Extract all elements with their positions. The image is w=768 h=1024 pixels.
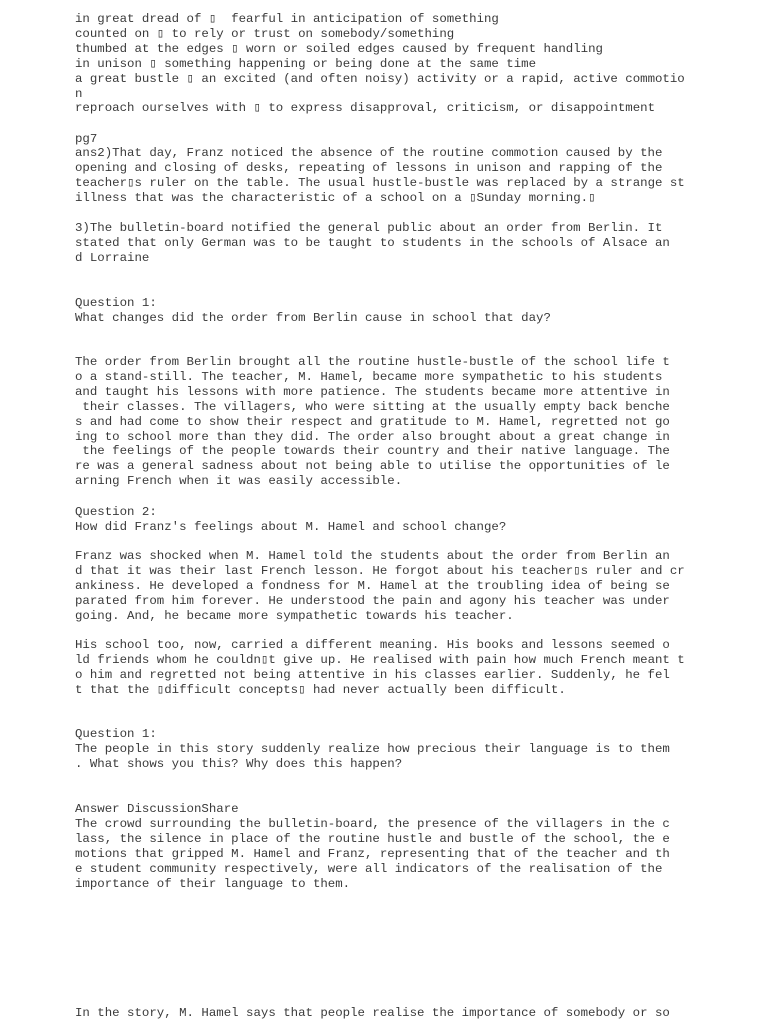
question-2-label: Question 2: <box>75 505 157 519</box>
trailing-paragraph: In the story, M. Hamel says that people realise the importance of somebody or so <box>75 1006 670 1020</box>
answer-2-paragraph: ans2)That day, Franz noticed the absence of the routine commotion caused by the opening and closing of desks, repeating of lessons in unison and rapping of the teacher▯s ruler on the table. The usual hustle-bustle was replaced by a strange st illness that was the characteristic of a school on a ▯Sunday morning.▯ <box>75 146 685 205</box>
question-1-label: Question 1: <box>75 296 157 310</box>
vocabulary-list: in great dread of ▯ fearful in anticipation of something counted on ▯ to rely or trust on somebody/something thumbed at the edges ▯ worn or soiled edges caused by frequent handling in unison ▯ something happening or being done at the same time a great bustle ▯ an excited (and often noisy) activity or a rapid, active commotio n reproach ourselves with ▯ to express disapproval, criticism, or disappointment <box>75 12 685 116</box>
page-marker: pg7 <box>75 132 98 146</box>
question-1-answer: The order from Berlin brought all the routine hustle-bustle of the school life t o a stand-still. The teacher, M. Hamel, became more sympathetic to his students and taught his lessons with more patience. The students became more attentive in their classes. The villagers, who were sitting at the usually empty back benche s and had come to show their respect and gratitude to M. Hamel, regretted not go ing to school more than they did. The order also brought about a great change in the feelings of the people towards their country and their native language. The re was a general sadness about not being able to utilise the opportunities of le arning French when it was easily accessible. <box>75 355 670 489</box>
question-2-text: How did Franz's feelings about M. Hamel and school change? <box>75 520 507 534</box>
question-2-answer-paragraph-1: Franz was shocked when M. Hamel told the students about the order from Berlin an d that it was their last French lesson. He forgot about his teacher▯s ruler and cr ankiness. He developed a fondness for M. Hamel at the troubling idea of being se parated from him forever. He understood the pain and agony his teacher was under going. And, he became more sympathetic towards his teacher. <box>75 549 685 623</box>
answer-discussion-share-label: Answer DiscussionShare <box>75 802 239 816</box>
answer-3-paragraph: 3)The bulletin-board notified the general public about an order from Berlin. It stated that only German was to be taught to students in the schools of Alsace an d Lorraine <box>75 221 670 265</box>
question-3-label: Question 1: <box>75 727 157 741</box>
question-3-text: The people in this story suddenly realize how precious their language is to them . What shows you this? Why does this happen? <box>75 742 670 771</box>
question-1-text: What changes did the order from Berlin cause in school that day? <box>75 311 551 325</box>
question-2-answer-paragraph-2: His school too, now, carried a different meaning. His books and lessons seemed o ld friends whom he couldn▯t give up. He realised with pain how much French meant t o him and regretted not being attentive in his classes earlier. Suddenly, he fel t that the ▯difficult concepts▯ had never actually been difficult. <box>75 638 685 697</box>
question-3-answer: The crowd surrounding the bulletin-board, the presence of the villagers in the c lass, the silence in place of the routine hustle and bustle of the school, the e motions that gripped M. Hamel and Franz, representing that of the teacher and th e student community respectively, were all indicators of the realisation of the importance of their language to them. <box>75 817 670 891</box>
